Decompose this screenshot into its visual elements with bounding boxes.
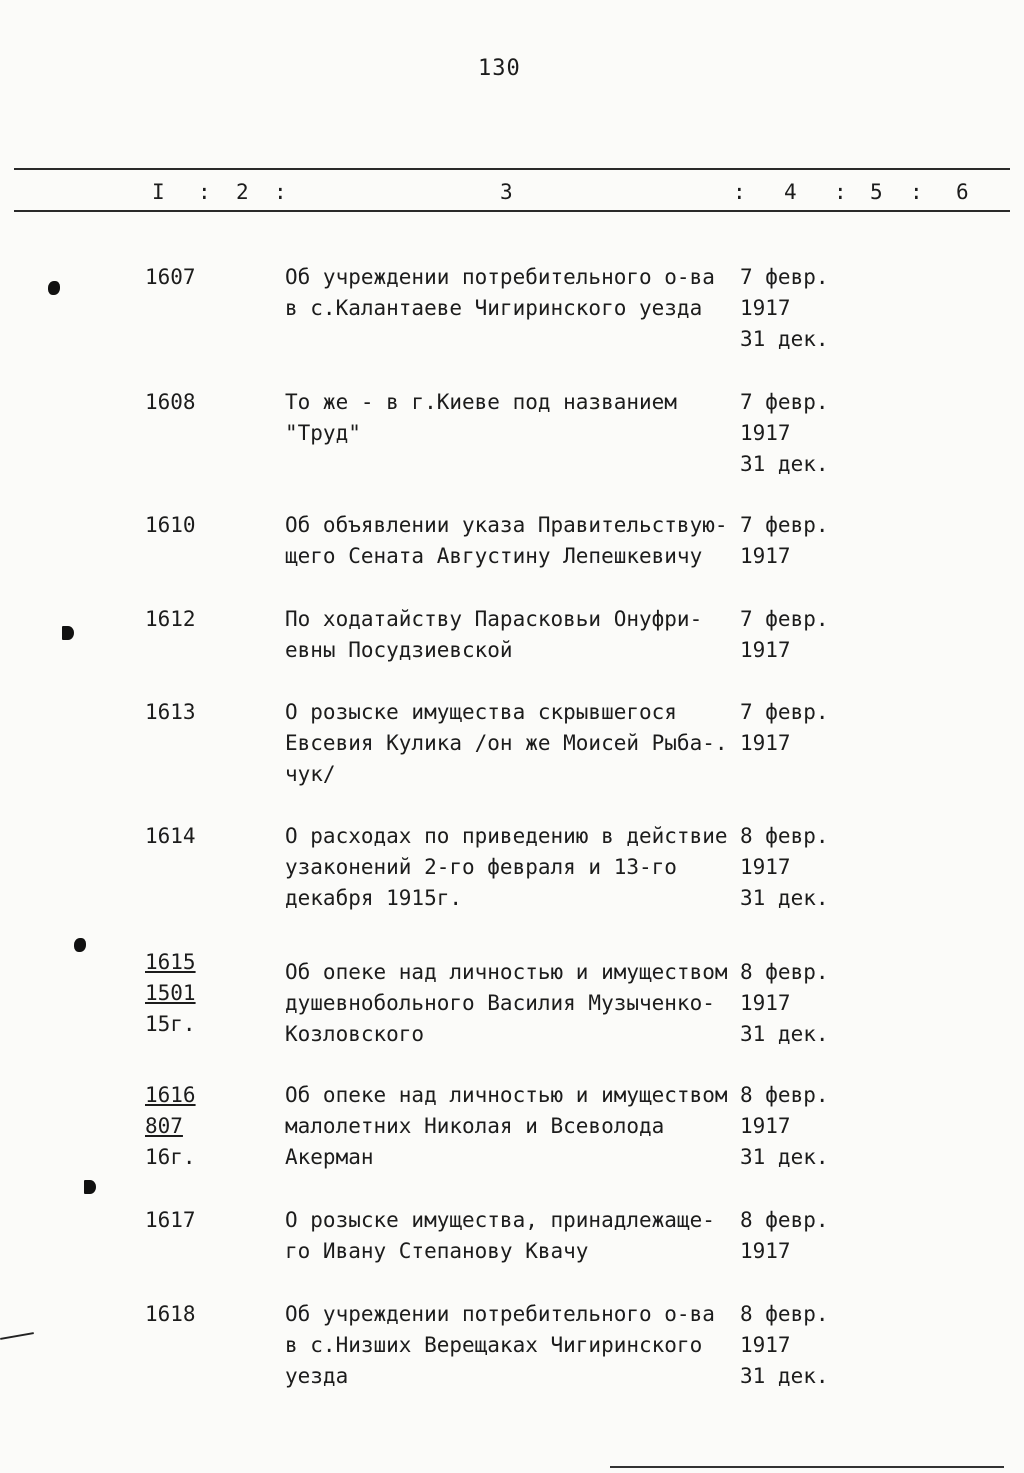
record-number: 1614: [145, 824, 196, 848]
header-sep5: :: [910, 180, 923, 204]
record-number: 1617: [145, 1208, 196, 1232]
margin-stroke: [0, 1332, 34, 1340]
record-number: 1616 807 16г.: [145, 1083, 196, 1169]
header-sep3: :: [733, 180, 746, 204]
record-dates: 7 февр. 1917: [740, 607, 829, 662]
record-dates: 7 февр. 1917 31 дек.: [740, 390, 829, 476]
record-title: Об учреждении потребительного о-ва в с.Калантаеве Чигиринского уезда: [285, 265, 715, 320]
header-sep1: :: [198, 180, 211, 204]
record-title: О расходах по приведению в действие узаконений 2-го февраля и 13-го декабря 1915г.: [285, 824, 728, 910]
header-col5: 5: [870, 180, 883, 204]
header-col6: 6: [956, 180, 969, 204]
record-dates: 8 февр. 1917 31 дек.: [740, 1302, 829, 1388]
record-dates: 8 февр. 1917 31 дек.: [740, 1083, 829, 1169]
punch-hole-mark: [48, 281, 60, 295]
punch-hole-mark: [84, 1180, 96, 1194]
header-sep2: :: [274, 180, 287, 204]
record-number: 1613: [145, 700, 196, 724]
header-col1: I: [152, 180, 165, 204]
header-sep4: :: [834, 180, 847, 204]
record-title: О розыске имущества скрывшегося Евсевия Кулика /он же Моисей Рыба-. чук/: [285, 700, 728, 786]
record-dates: 7 февр. 1917 31 дек.: [740, 265, 829, 351]
record-title: Об учреждении потребительного о-ва в с.Низших Верещаках Чигиринского уезда: [285, 1302, 715, 1388]
header-col3: 3: [500, 180, 513, 204]
bottom-rule: [610, 1466, 1004, 1468]
table-top-rule: [14, 168, 1010, 170]
header-col4: 4: [784, 180, 797, 204]
header-col2: 2: [236, 180, 249, 204]
record-number: 1612: [145, 607, 196, 631]
record-title: Об объявлении указа Правительствую- щего Сената Августину Лепешкевичу: [285, 513, 728, 568]
record-dates: 8 февр. 1917: [740, 1208, 829, 1263]
record-title: Об опеке над личностью и имуществом душевнобольного Василия Музыченко- Козловского: [285, 960, 728, 1046]
table-header-rule: [14, 210, 1010, 212]
record-number: 1608: [145, 390, 196, 414]
record-number: 1610: [145, 513, 196, 537]
record-dates: 7 февр. 1917: [740, 513, 829, 568]
record-dates: 8 февр. 1917 31 дек.: [740, 824, 829, 910]
punch-hole-mark: [74, 938, 86, 952]
record-dates: 8 февр. 1917 31 дек.: [740, 960, 829, 1046]
record-number: 1618: [145, 1302, 196, 1326]
record-title: По ходатайству Парасковьи Онуфри- евны Посудзиевской: [285, 607, 703, 662]
punch-hole-mark: [62, 626, 74, 640]
page-number: 130: [478, 56, 521, 81]
record-number: 1615 1501 15г.: [145, 950, 196, 1036]
record-title: То же - в г.Киеве под названием "Труд": [285, 390, 677, 445]
record-title: Об опеке над личностью и имуществом малолетних Николая и Всеволода Акерман: [285, 1083, 728, 1169]
record-number: 1607: [145, 265, 196, 289]
record-title: О розыске имущества, принадлежаще- го Ивану Степанову Квачу: [285, 1208, 715, 1263]
record-dates: 7 февр. 1917: [740, 700, 829, 755]
